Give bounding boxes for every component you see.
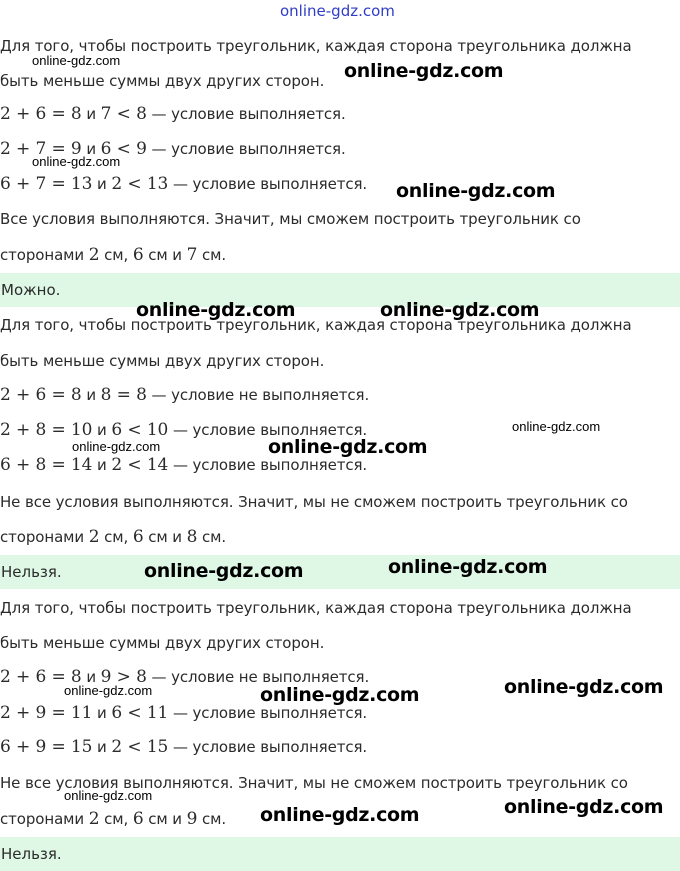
condition-and: и (97, 738, 107, 756)
condition-1 (0, 385, 369, 405)
watermark: online-gdz.com (64, 788, 153, 803)
condition-result: — условие выполняется. (172, 738, 368, 756)
condition-result: — условие выполняется. (172, 421, 368, 439)
conclusion-line-1: Все условия выполняются. Значит, мы сможем построить треугольник со (0, 210, 581, 228)
condition-2 (0, 703, 367, 723)
watermark: online-gdz.com (144, 560, 304, 582)
condition-3 (0, 455, 367, 475)
answer-box: Нельзя. (0, 837, 680, 871)
answer-box: Нельзя. (0, 555, 680, 589)
watermark: online-gdz.com (260, 684, 420, 706)
side-2: 6 (132, 245, 144, 265)
condition-sum: 2 + 6 = 8 (0, 667, 82, 687)
unit: см (201, 528, 222, 546)
watermark: online-gdz.com (380, 299, 540, 321)
condition-compare: 7 < 8 (100, 104, 147, 124)
condition-3 (0, 174, 367, 194)
intro-line-2: быть меньше суммы двух других сторон. (0, 352, 325, 370)
condition-1 (0, 104, 346, 124)
unit: см (104, 810, 124, 828)
condition-sum: 2 + 8 = 10 (0, 420, 93, 440)
condition-result: — условие выполняется. (172, 456, 368, 474)
unit: см (201, 810, 222, 828)
watermark: online-gdz.com (344, 60, 504, 82)
intro-line-2: быть меньше суммы двух других сторон. (0, 634, 325, 652)
watermark: online-gdz.com (388, 556, 548, 578)
unit: см (148, 246, 168, 264)
condition-sum: 6 + 8 = 14 (0, 455, 93, 475)
conclusion-prefix: сторонами (0, 528, 85, 546)
intro-line-1: Для того, чтобы построить треугольник, каждая сторона треугольника должна (0, 37, 632, 55)
side-1: 2 (88, 809, 100, 829)
condition-3 (0, 737, 367, 757)
condition-compare: 2 < 13 (111, 174, 169, 194)
side-3: 7 (186, 245, 198, 265)
condition-compare: 8 = 8 (100, 385, 147, 405)
condition-and: и (97, 175, 107, 193)
conclusion-line-1: Не все условия выполняются. Значит, мы не сможем построить треугольник со (0, 493, 628, 511)
condition-sum: 2 + 6 = 8 (0, 104, 82, 124)
condition-compare: 2 < 15 (111, 737, 169, 757)
watermark: online-gdz.com (136, 299, 296, 321)
condition-sum: 2 + 6 = 8 (0, 385, 82, 405)
watermark: online-gdz.com (504, 796, 664, 818)
condition-compare: 6 < 11 (111, 703, 169, 723)
intro-line-1: Для того, чтобы построить треугольник, каждая сторона треугольника должна (0, 599, 632, 617)
watermark: online-gdz.com (396, 180, 556, 202)
unit: см (104, 528, 124, 546)
condition-sum: 2 + 7 = 9 (0, 139, 82, 159)
condition-compare: 6 < 9 (100, 139, 147, 159)
conclusion-line-2: сторонами 2 см, 6 см и 9 см. (0, 809, 227, 829)
watermark: online-gdz.com (32, 53, 121, 68)
condition-result: — условие не выполняется. (151, 668, 370, 686)
condition-result: — условие выполняется. (172, 704, 368, 722)
conclusion-prefix: сторонами (0, 246, 85, 264)
condition-and: и (97, 421, 107, 439)
watermark: online-gdz.com (64, 683, 153, 698)
watermark: online-gdz.com (268, 436, 428, 458)
side-1: 2 (88, 245, 100, 265)
watermark: online-gdz.com (72, 439, 161, 454)
unit: см (148, 810, 168, 828)
intro-line-2: быть меньше суммы двух других сторон. (0, 72, 325, 90)
condition-and: и (97, 704, 107, 722)
watermark: online-gdz.com (512, 419, 601, 434)
condition-sum: 2 + 9 = 11 (0, 703, 93, 723)
conclusion-line-2: сторонами 2 см, 6 см и 8 см. (0, 527, 227, 547)
conclusion-line-1: Не все условия выполняются. Значит, мы не сможем построить треугольник со (0, 774, 628, 792)
condition-result: — условие выполняется. (151, 140, 346, 158)
condition-compare: 9 > 8 (100, 667, 147, 687)
conclusion-line-2: сторонами 2 см, 6 см и 7 см. (0, 245, 227, 265)
side-3: 9 (186, 809, 198, 829)
side-2: 6 (132, 809, 144, 829)
watermark-header: online-gdz.com (280, 2, 395, 20)
condition-sum: 6 + 7 = 13 (0, 174, 93, 194)
unit: см (104, 246, 124, 264)
side-2: 6 (132, 527, 144, 547)
condition-compare: 6 < 10 (111, 420, 169, 440)
watermark: online-gdz.com (32, 154, 121, 169)
condition-and: и (86, 105, 96, 123)
condition-result: — условие выполняется. (172, 175, 368, 193)
unit: см (201, 246, 222, 264)
condition-and: и (86, 386, 96, 404)
watermark: online-gdz.com (504, 676, 664, 698)
intro-line-1: Для того, чтобы построить треугольник, каждая сторона треугольника должна (0, 316, 632, 334)
side-3: 8 (186, 527, 198, 547)
watermark: online-gdz.com (260, 804, 420, 826)
condition-and: и (86, 668, 96, 686)
unit: см (148, 528, 168, 546)
condition-and: и (97, 456, 107, 474)
conclusion-prefix: сторонами (0, 810, 85, 828)
condition-compare: 2 < 14 (111, 455, 169, 475)
condition-result: — условие выполняется. (151, 105, 346, 123)
condition-and: и (86, 140, 96, 158)
condition-result: — условие не выполняется. (151, 386, 370, 404)
side-1: 2 (88, 527, 100, 547)
answer-box: Можно. (0, 273, 680, 307)
condition-sum: 6 + 9 = 15 (0, 737, 93, 757)
